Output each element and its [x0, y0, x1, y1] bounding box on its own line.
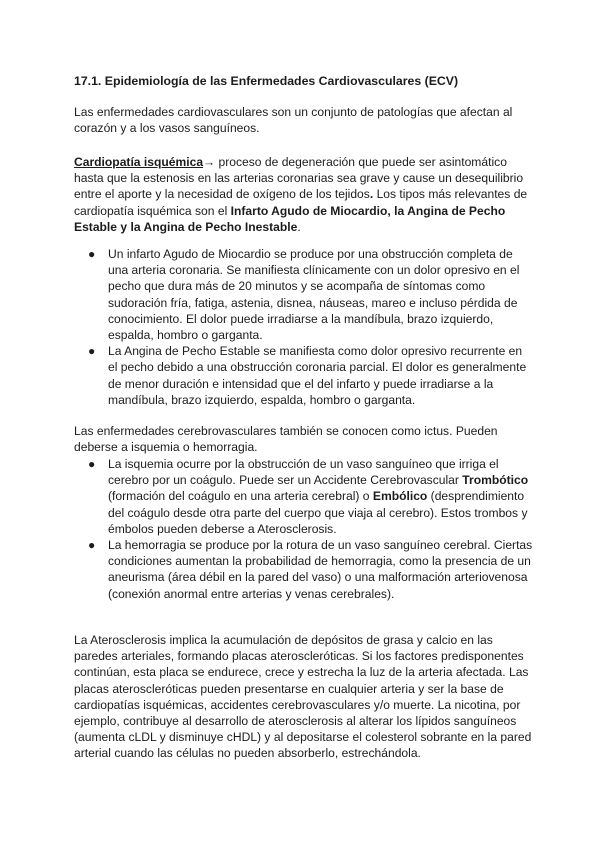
list-item: [74, 246, 534, 343]
list-item: [74, 343, 534, 408]
cardiopatia-dot: .: [369, 187, 374, 202]
intro-paragraph: Las enfermedades cardiovasculares son un conjunto de patologías que afectan al corazón y a los vasos sanguíneos.: [74, 105, 513, 136]
isquemia-mid-text: (formación del coágulo en una arteria cerebral) o: [108, 489, 373, 504]
isquemia-post-text: (desprendimiento del coágulo desde otra parte del cuerpo que viaja al cerebro). Estos trombos y émbolos pueden deberse a Aterosclerosis.: [108, 489, 528, 536]
list-item-text: La Angina de Pecho Estable se manifiesta como dolor opresivo recurrente en el pecho debido a una obstrucción coronaria parcial. El dolor es generalmente de menor duración e intensidad que el del infarto y puede irradiarse a la mandíbula, brazo izquierdo, espalda, hombro o garganta.: [108, 344, 527, 407]
cardiopatia-term: Cardiopatía isquémica: [74, 155, 204, 169]
cardiopatia-types-text: Los tipos más relevantes de cardiopatía isquémica son el: [74, 187, 528, 218]
cardiopatia-types-bold: Infarto Agudo de Miocardio, la Angina de Pecho Estable y la Angina de Pecho Inestable: [74, 203, 506, 234]
isquemia-text: La isquemia ocurre por la obstrucción de un vaso sanguíneo que irriga el cerebro por un coágulo. Puede ser un Accidente Cerebrovascular: [108, 457, 499, 488]
section-title: 17.1. Epidemiología de las Enfermedades Cardiovasculares (ECV): [74, 74, 459, 88]
list-item-text: Un infarto Agudo de Miocardio se produce por una obstrucción completa de una arteria coronaria. Se manifiesta clínicamente con un dolor opresivo en el pecho que dura más de 20 minutos y se acompaña de síntomas como sudoración fría, fatiga, astenia, disnea, náuseas, mareo e incluso pérdida de conocimiento. El dolor puede irradiarse a la mandíbula, brazo izquierdo, espalda, hombro o garganta.: [108, 247, 520, 343]
cerebrovascular-paragraph: Las enfermedades cerebrovasculares también se conocen como ictus. Pueden deberse a isquemia o hemorragia.: [74, 424, 498, 455]
arrow-glyph: →: [203, 155, 216, 169]
bullet-icon: ●: [88, 538, 96, 553]
trombotico-bold: Trombótico: [462, 473, 529, 488]
cardiopatia-end: .: [297, 219, 301, 234]
cardiopatia-paragraph: [74, 154, 534, 235]
list-item: [74, 537, 534, 602]
cardiopatia-text: proceso de degeneración que puede ser asintomático hasta que la estenosis en las arterias coronarias sea grave y cause un desequilibrio entre el aporte y la necesidad de oxígeno de los tejidos: [74, 155, 524, 202]
bullet-icon: ●: [88, 457, 96, 471]
hemorragia-text: La hemorragia se produce por la rotura de un vaso sanguíneo cerebral. Ciertas condiciones aumentan la probabilidad de hemorragia, como la presencia de un aneurisma (área débil en la pared del vaso) o una malformación arteriovenosa (conexión anormal entre arterias y venas cerebrales).: [108, 538, 533, 601]
aterosclerosis-paragraph: La Aterosclerosis implica la acumulación de depósitos de grasa y calcio en las paredes arteriales, formando placas ateroscleróticas. Si los factores predisponentes continúan, esta placa se endurece, crece y estrecha la luz de la arteria afectada. Las placas ateroscleróticas pueden presentarse en cualquier arteria y ser la base de cardiopatías isquémicas, accidentes cerebrovasculares y/o muerte. La nicotina, por ejemplo, contribuye al desarrollo de aterosclerosis al alterar los lípidos sanguíneos (aumenta cLDL y disminuye cHDL) y al depositarse el colesterol sobrante en la pared arterial cuando las células no pueden absorberlo, estrechándola.: [74, 633, 532, 761]
cardiopatia-list: [74, 246, 534, 408]
list-item: [74, 456, 534, 537]
embolico-bold: Embólico: [372, 489, 428, 504]
bullet-icon: ●: [88, 247, 96, 261]
cerebrovascular-list: [74, 456, 534, 602]
bullet-icon: ●: [88, 344, 96, 359]
